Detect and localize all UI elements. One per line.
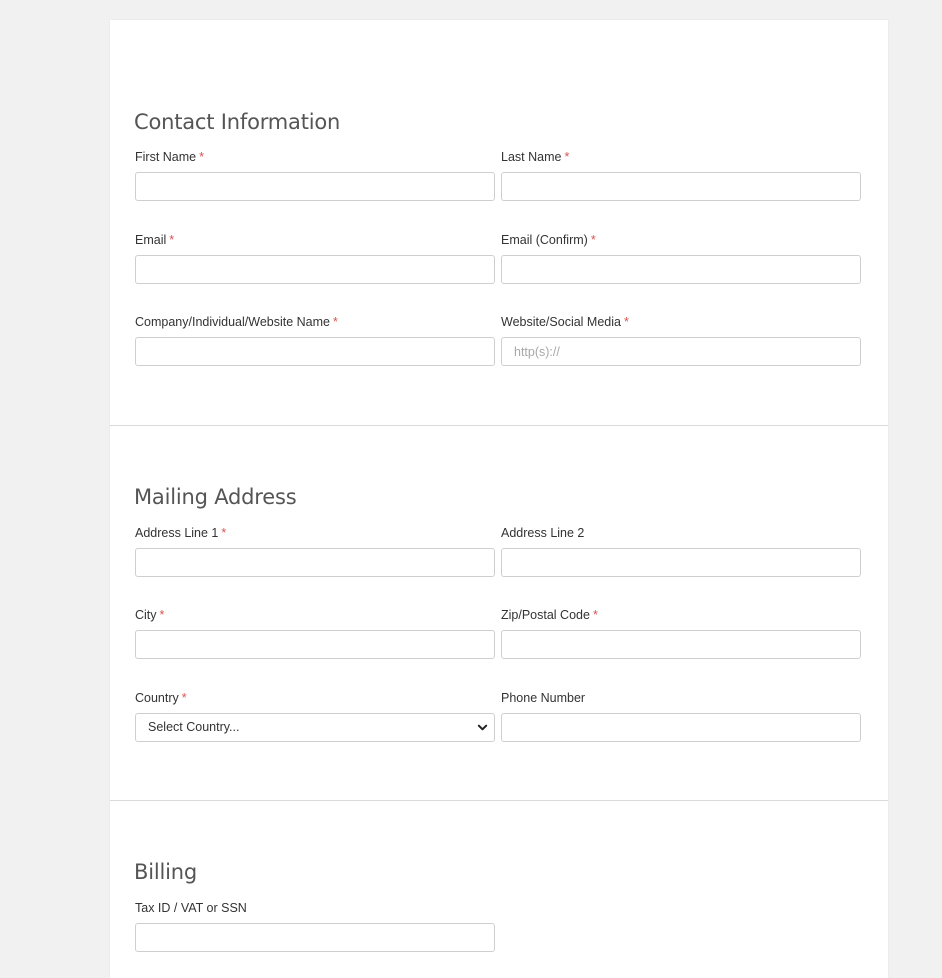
email-confirm-label-text: Email (Confirm) [501, 233, 588, 247]
website-label-text: Website/Social Media [501, 315, 621, 329]
section-divider [110, 425, 888, 426]
phone-number-input[interactable] [501, 713, 861, 742]
required-marker: * [159, 608, 165, 622]
address-line-1-label [135, 525, 495, 541]
address-line-2-label [501, 525, 861, 541]
email-confirm-field [501, 232, 861, 284]
last-name-input[interactable] [501, 172, 861, 201]
zip-postal-code-label-text: Zip/Postal Code [501, 608, 590, 622]
address-line-2-label-text: Address Line 2 [501, 526, 585, 540]
tax-id-label [135, 900, 495, 916]
country-select[interactable] [135, 713, 495, 742]
company-name-input[interactable] [135, 337, 495, 366]
email-confirm-input[interactable] [501, 255, 861, 284]
website-field [501, 314, 861, 366]
chevron-down-icon [477, 722, 488, 733]
required-marker: * [623, 315, 629, 329]
city-field [135, 607, 495, 659]
required-marker: * [333, 315, 338, 329]
billing-title: Billing [134, 860, 197, 884]
company-name-label-text: Company/Individual/Website Name [135, 315, 331, 329]
tax-id-label-text: Tax ID / VAT or SSN [135, 901, 247, 915]
country-label-text: Country [135, 691, 179, 705]
tax-id-field [135, 900, 495, 952]
zip-postal-code-label [501, 607, 861, 623]
contact-information-title: Contact Information [134, 110, 341, 134]
country-label [135, 690, 495, 706]
country-select-value: Select Country... [135, 713, 495, 742]
city-label [135, 607, 495, 623]
country-field [135, 690, 495, 742]
last-name-label-text: Last Name [501, 150, 562, 164]
email-label-text: Email [135, 233, 167, 247]
phone-number-label [501, 690, 861, 706]
zip-postal-code-input[interactable] [501, 630, 861, 659]
address-line-2-input[interactable] [501, 548, 861, 577]
required-marker: * [564, 150, 570, 164]
email-field [135, 232, 495, 284]
required-marker: * [169, 233, 175, 247]
mailing-address-title: Mailing Address [134, 485, 297, 509]
address-line-1-field [135, 525, 495, 577]
first-name-field [135, 149, 495, 201]
address-line-1-input[interactable] [135, 548, 495, 577]
first-name-label [135, 149, 495, 165]
registration-form-card [110, 20, 888, 978]
city-label-text: City [135, 608, 157, 622]
phone-number-label-text: Phone Number [501, 691, 586, 705]
tax-id-input[interactable] [135, 923, 495, 952]
required-marker: * [181, 691, 187, 705]
company-name-field [135, 314, 495, 366]
city-input[interactable] [135, 630, 495, 659]
last-name-label [501, 149, 861, 165]
required-marker: * [199, 150, 204, 164]
email-input[interactable] [135, 255, 495, 284]
first-name-input[interactable] [135, 172, 495, 201]
phone-number-field [501, 690, 861, 742]
website-label [501, 314, 861, 330]
last-name-field [501, 149, 861, 201]
zip-postal-code-field [501, 607, 861, 659]
email-label [135, 232, 495, 248]
section-divider [110, 800, 888, 801]
website-input[interactable] [501, 337, 861, 366]
company-name-label [135, 314, 495, 330]
required-marker: * [221, 526, 227, 540]
email-confirm-label [501, 232, 861, 248]
address-line-1-label-text: Address Line 1 [135, 526, 219, 540]
required-marker: * [590, 233, 596, 247]
first-name-label-text: First Name [135, 150, 197, 164]
required-marker: * [592, 608, 598, 622]
address-line-2-field [501, 525, 861, 577]
